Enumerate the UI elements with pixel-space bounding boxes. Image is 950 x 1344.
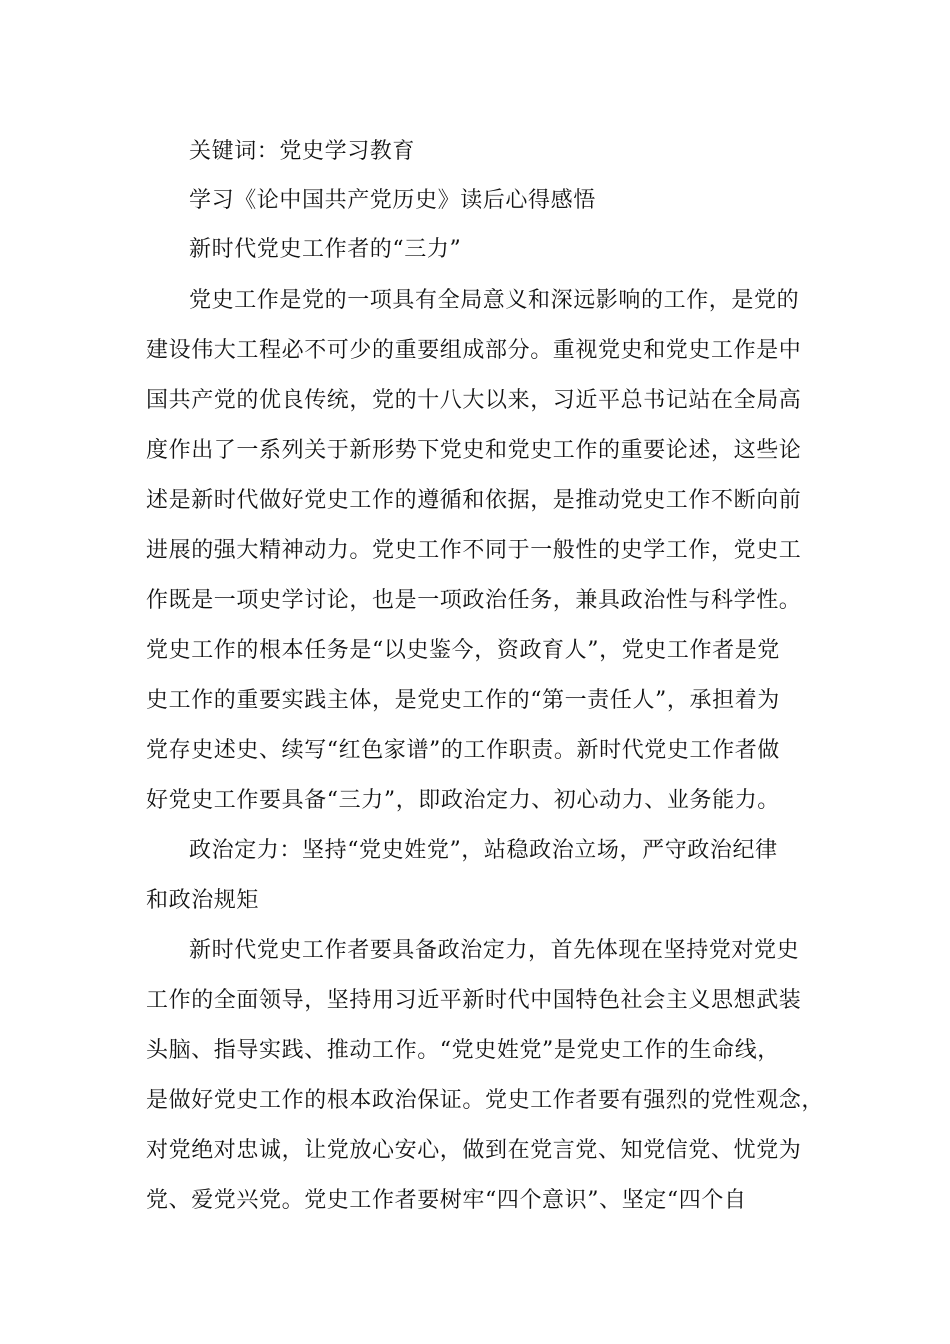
paragraph-2-line: 头脑、指导实践、推动工作。“党史姓党”是党史工作的生命线， [146, 1038, 780, 1063]
paragraph-1-line: 党存史述史、续写“红色家谱”的工作职责。新时代党史工作者做 [146, 738, 780, 763]
paragraph-1-line: 党史工作是党的一项具有全局意义和深远影响的工作，是党的 [189, 288, 800, 313]
paragraph-2-line: 是做好党史工作的根本政治保证。党史工作者要有强烈的党性观念， [146, 1088, 825, 1113]
paragraph-2-line: 工作的全面领导，坚持用习近平新时代中国特色社会主义思想武装 [146, 988, 802, 1013]
keywords-line: 关键词：党史学习教育 [189, 139, 416, 164]
section-heading-line: 政治定力：坚持“党史姓党”，站稳政治立场，严守政治纪律 [189, 838, 778, 863]
title-line-1: 学习《论中国共产党历史》读后心得感悟 [189, 188, 596, 213]
paragraph-1-line: 度作出了一系列关于新形势下党史和党史工作的重要论述，这些论 [146, 438, 802, 463]
paragraph-1-line: 作既是一项史学讨论，也是一项政治任务，兼具政治性与科学性。 [146, 588, 802, 613]
paragraph-1-line: 党史工作的根本任务是“以史鉴今，资政育人”，党史工作者是党 [146, 638, 780, 663]
section-heading-line: 和政治规矩 [146, 888, 260, 913]
paragraph-2-line: 党、爱党兴党。党史工作者要树牢“四个意识”、坚定“四个自 [146, 1188, 747, 1213]
paragraph-1-line: 述是新时代做好党史工作的遵循和依据，是推动党史工作不断向前 [146, 488, 802, 513]
paragraph-1-line: 进展的强大精神动力。党史工作不同于一般性的史学工作，党史工 [146, 538, 802, 563]
paragraph-1-line: 史工作的重要实践主体，是党史工作的“第一责任人”，承担着为 [146, 688, 780, 713]
paragraph-2-line: 对党绝对忠诚，让党放心安心，做到在党言党、知党信党、忧党为 [146, 1138, 802, 1163]
paragraph-1-line: 好党史工作要具备“三力”，即政治定力、初心动力、业务能力。 [146, 788, 780, 813]
paragraph-1-line: 国共产党的优良传统，党的十八大以来，习近平总书记站在全局高 [146, 388, 802, 413]
title-line-2: 新时代党史工作者的“三力” [189, 237, 462, 262]
paragraph-2-line: 新时代党史工作者要具备政治定力，首先体现在坚持党对党史 [189, 938, 800, 963]
paragraph-1-line: 建设伟大工程必不可少的重要组成部分。重视党史和党史工作是中 [146, 338, 802, 363]
